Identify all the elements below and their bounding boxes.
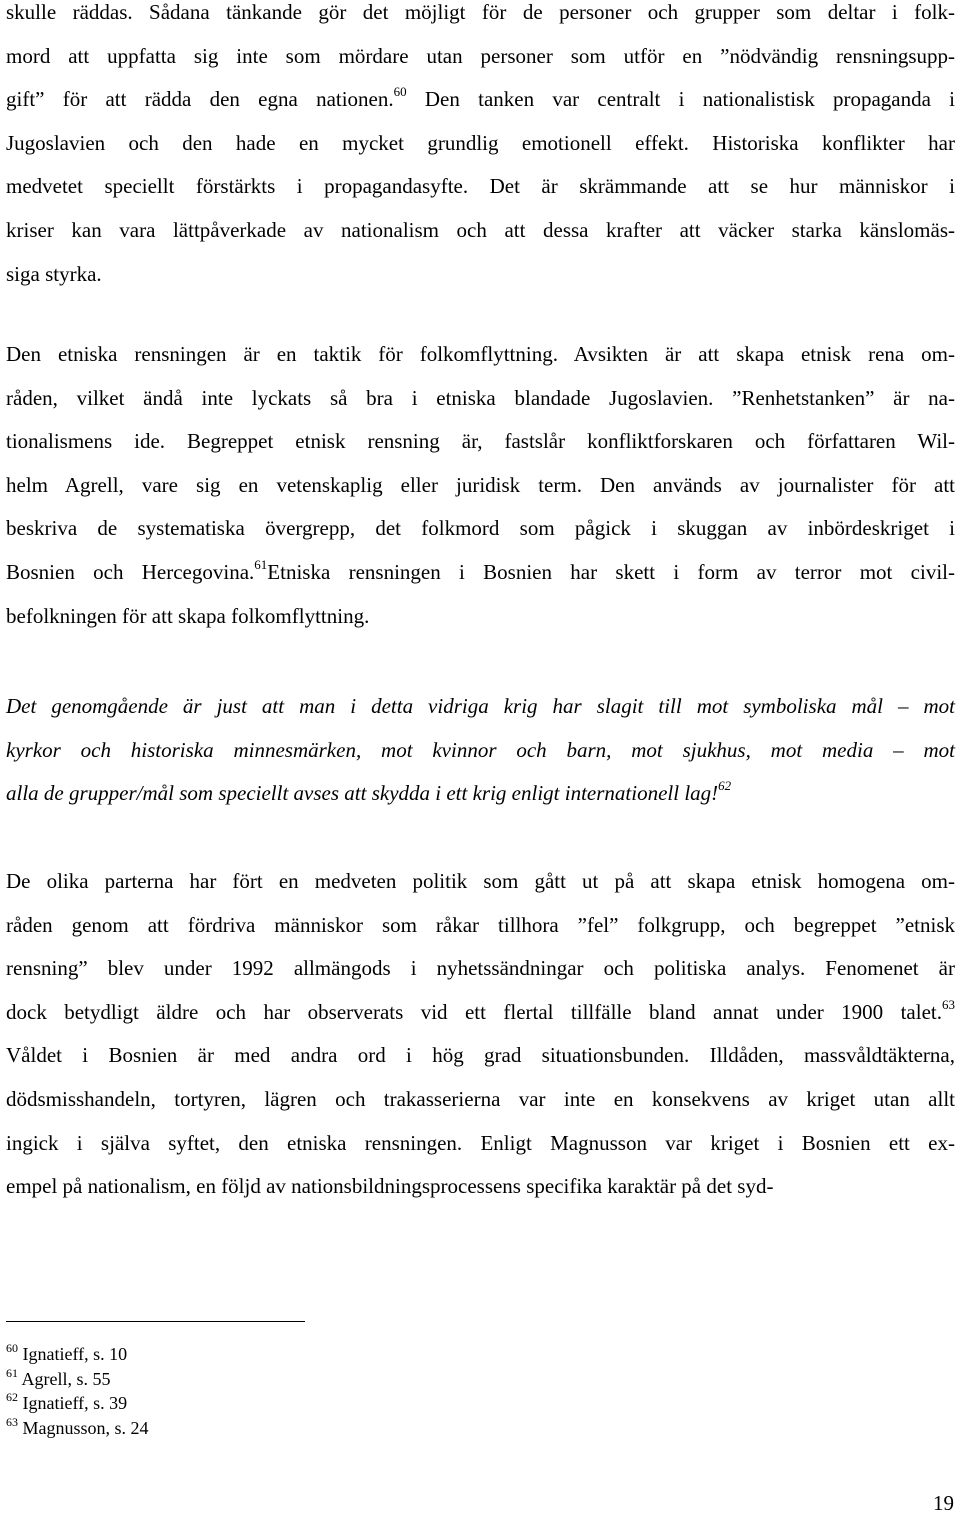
footnote-number: 62 [6,1390,18,1404]
text-run: medvetet speciellt förstärkts i propagandasyfte. Det är skrämmande att se hur människor i [6,174,955,199]
footnote-text: Magnusson, s. 24 [22,1417,149,1438]
page-number: 19 [933,1491,954,1515]
text-line [6,947,955,991]
text-run: Den etniska rensningen är en taktik för folkomflyttning. Avsikten är att skapa etnisk rena om- [6,342,955,366]
text-line [6,1034,955,1078]
text-line [6,904,955,948]
footnote-ref[interactable]: 61 [254,556,268,572]
text-line [6,685,955,729]
text-run: tionalismens ide. Begreppet etnisk rensning är, fastslår konfliktforskaren och författaren Wil- [6,429,955,454]
text-run: råden, vilket ändå inte lyckats så bra i etniska blandade Jugoslavien. ”Renhetstanken” är na- [6,385,955,410]
text-line [6,35,955,79]
text-line [6,991,955,1035]
text-line [6,729,955,773]
footnote-number: 61 [6,1365,18,1380]
text-run: Våldet i Bosnien är med andra ord i hög grad situationsbunden. Illdåden, massvåldtäkterna, [6,1043,955,1068]
footnote [6,1367,149,1392]
text-line [6,860,955,904]
text-line [6,772,955,816]
text-run: rensning” blev under 1992 allmängods i nyhetssändningar och politiska analys. Fenomenet är [6,956,955,981]
text-run: gift” för att rädda den egna nationen. [6,87,394,112]
text-line [6,377,955,421]
text-run: beskriva de systematiska övergrepp, det folkmord som pågick i skuggan av inbördeskriget i [6,516,955,541]
text-run: skulle räddas. Sådana tänkande gör det möjligt för de personer och grupper som deltar i folk- [6,0,955,24]
quote-paragraph [6,685,955,816]
text-run: empel på nationalism, en följd av nationsbildningsprocessens specifika karaktär på det syd- [6,1174,774,1199]
text-line [6,0,955,35]
text-run: Jugoslavien och den hade en mycket grundlig emotionell effekt. Historiska konflikter har [6,130,955,155]
text-run: råden genom att fördriva människor som råkar tillhora ”fel” folkgrupp, och begreppet ”etnisk [6,912,955,937]
footnote [6,1391,149,1416]
footnote-text: Ignatieff, s. 39 [22,1393,128,1413]
text-run: befolkningen för att skapa folkomflyttning. [6,603,370,628]
text-run: kyrkor och historiska minnesmärken, mot kvinnor och barn, mot sjukhus, mot media – mot [6,737,955,762]
text-run: siga styrka. [6,261,102,286]
footnote-ref[interactable]: 62 [718,778,732,794]
footnote-number: 63 [6,1414,18,1429]
footnote-text: Agrell, s. 55 [21,1368,111,1389]
text-run: helm Agrell, vare sig en vetenskaplig eller juridisk term. Den används av journalister för att [6,472,955,497]
text-run: alla de grupper/mål som speciellt avses att skydda i ett krig enligt internationell lag! [6,781,719,806]
footnote-number: 60 [6,1341,18,1355]
text-run: kriser kan vara lättpåverkade av nationalism och att dessa krafter att väcker starka känslomäs- [6,217,955,242]
text-line [6,78,955,122]
text-line [6,507,955,551]
body-paragraph [6,0,955,296]
text-run: Det genomgående är just att man i detta vidriga krig har slagit till mot symboliska mål – mot [6,694,955,718]
footnote-ref[interactable]: 63 [942,996,955,1012]
text-line [6,209,955,253]
text-run: mord att uppfatta sig inte som mördare utan personer som utför en ”nödvändig rensningsupp- [6,43,955,68]
body-paragraph [6,860,955,1209]
text-line [6,122,955,166]
text-line [6,1078,955,1122]
footnotes [6,1342,149,1440]
text-line [6,464,955,508]
text-line [6,333,955,377]
text-run: dock betydligt äldre och har observerats vid ett flertal tillfälle bland annat under 1900 talet. [6,999,942,1024]
text-run: ingick i själva syftet, den etniska rensningen. Enligt Magnusson var kriget i Bosnien ett ex- [6,1130,955,1155]
text-run: De olika parterna har fört en medveten politik som gått ut på att skapa etnisk homogena om- [6,869,955,893]
text-run: Den tanken var centralt i nationalistisk propaganda i [406,87,955,112]
footnote-separator [6,1321,305,1322]
text-line [6,165,955,209]
text-line [6,551,955,595]
body-paragraph [6,333,955,638]
footnote [6,1342,149,1367]
text-run: Bosnien och Hercegovina. [6,559,255,584]
footnote-text: Ignatieff, s. 10 [22,1344,128,1364]
text-line [6,595,955,639]
text-line [6,1165,955,1209]
text-line [6,253,955,297]
footnote-ref[interactable]: 60 [393,84,407,100]
text-line [6,420,955,464]
text-run: Etniska rensningen i Bosnien har skett i form av terror mot civil- [267,559,956,584]
text-line [6,1122,955,1166]
footnote [6,1416,149,1441]
text-run: dödsmisshandeln, tortyren, lägren och trakasserierna var inte en konsekvens av kriget utan allt [6,1086,955,1111]
